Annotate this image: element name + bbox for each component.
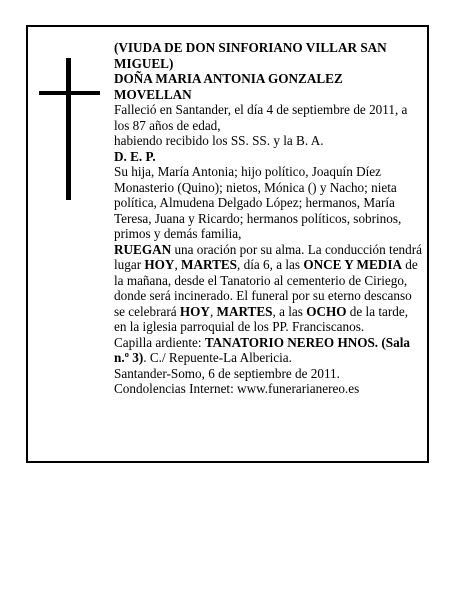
once-y-media-text: ONCE Y MEDIA <box>303 257 402 272</box>
tanatorio-address: . C./ Repuente-La Albericia. <box>143 350 292 365</box>
deceased-name: DOÑA MARIA ANTONIA GONZALEZ MOVELLAN <box>114 71 343 102</box>
cross-vertical-bar <box>66 58 71 200</box>
martes-text-1: MARTES <box>181 257 238 272</box>
obituary-text <box>114 40 422 397</box>
family-paragraph: Su hija, María Antonia; hijo político, Joaquín Díez Monasterio (Quino); nietos, Mónica () y Nacho; nieta política, Almudena Delgado López; hermanos, María Teresa, Juana y Ricardo; hermanos políticos, sobrinos, primos y demás familia, <box>114 164 402 241</box>
martes-text-2: MARTES <box>216 303 273 319</box>
obituary-notice <box>26 25 429 463</box>
ceremony-text-5: de la tarde, en la iglesia parroquial de los PP. Franciscanos. <box>114 303 409 334</box>
ceremony-text-3: de la mañana, desde el Tanatorio al cementerio de Ciriego, donde será incinerado. El funeral por su eterno descanso se celebrará <box>114 257 418 319</box>
cross-icon <box>39 58 100 200</box>
ceremony-text-2: , día 6, a las <box>237 257 304 272</box>
ceremony-text-4: , a las <box>272 303 307 319</box>
ocho-text: OCHO <box>306 303 347 319</box>
rip-line: D. E. P. <box>114 148 156 164</box>
comma-2: , <box>209 303 217 319</box>
chapel-paragraph <box>114 335 422 366</box>
hoy-text-1: HOY <box>144 257 175 272</box>
comma-1: , <box>174 257 182 272</box>
ceremony-paragraph <box>114 242 422 335</box>
chapel-prefix: Capilla ardiente: <box>114 334 205 350</box>
tanatorio-name: TANATORIO NEREO HNOS. (Sala n.º 3) <box>114 334 410 365</box>
place-date: Santander-Somo, 6 de septiembre de 2011. <box>114 365 340 381</box>
sacraments-line: habiendo recibido los SS. SS. y la B. A. <box>114 133 324 148</box>
condolences-line: Condolencias Internet: www.funerarianereo.es <box>114 381 360 396</box>
hoy-text-2: HOY <box>179 303 210 319</box>
death-line: Falleció en Santander, el día 4 de septiembre de 2011, a los 87 años de edad, <box>114 102 408 133</box>
ruegan-text: RUEGAN <box>114 241 172 257</box>
cross-horizontal-bar <box>39 91 100 95</box>
ceremony-text-1: una oración por su alma. La conducción tendrá lugar <box>114 241 422 272</box>
widow-line: (VIUDA DE DON SINFORIANO VILLAR SAN MIGUEL) <box>114 40 387 71</box>
